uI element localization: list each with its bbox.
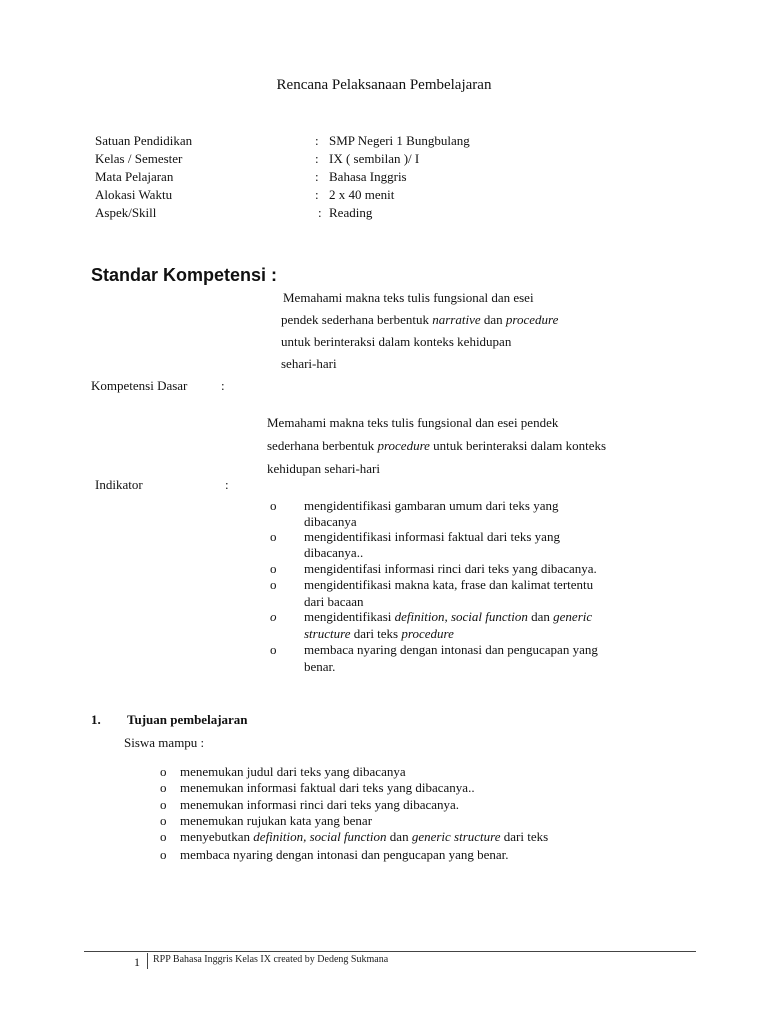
footer-text: RPP Bahasa Inggris Kelas IX created by Dedeng Sukmana <box>153 954 389 965</box>
indikator-label: Indikator <box>95 477 143 492</box>
standar-kompetensi-heading: Standar Kompetensi : <box>91 265 278 285</box>
field-colon: : <box>315 187 319 202</box>
field-value: Bahasa Inggris <box>329 169 407 184</box>
kd-colon: : <box>221 378 225 393</box>
list-item-cont: dibacanya.. <box>304 545 364 560</box>
page-number: 1 <box>134 955 140 969</box>
bullet-icon: o <box>160 847 167 862</box>
kd-text-line: Memahami makna teks tulis fungsional dan esei pendek <box>267 415 559 430</box>
field-colon: : <box>318 205 322 220</box>
list-item: menemukan informasi faktual dari teks yang dibacanya.. <box>180 780 475 795</box>
bullet-icon: o <box>270 529 277 544</box>
list-item: menyebutkan definition, social function dan generic structure dari teks <box>180 829 549 844</box>
kd-label: Kompetensi Dasar <box>91 378 188 393</box>
footer-separator <box>147 953 148 969</box>
field-value: 2 x 40 menit <box>329 187 395 202</box>
list-item: mengidentifasi informasi rinci dari teks yang dibacanya. <box>304 561 597 576</box>
bullet-icon: o <box>270 609 277 624</box>
field-colon: : <box>315 169 319 184</box>
field-label: Aspek/Skill <box>95 205 157 220</box>
document-title: Rencana Pelaksanaan Pembelajaran <box>276 77 492 93</box>
section-number: 1. <box>91 712 101 727</box>
field-value: IX ( sembilan )/ I <box>329 151 420 166</box>
list-item-cont: dari bacaan <box>304 594 364 609</box>
list-item: mengidentifikasi makna kata, frase dan kalimat tertentu <box>304 577 594 592</box>
list-item-cont: benar. <box>304 659 336 674</box>
list-item: mengidentifikasi gambaran umum dari teks yang <box>304 498 559 513</box>
sk-text-line: sehari-hari <box>281 356 337 371</box>
list-item: mengidentifikasi definition, social function dan generic <box>304 609 593 624</box>
bullet-icon: o <box>160 797 167 812</box>
field-colon: : <box>315 133 319 148</box>
bullet-icon: o <box>160 764 167 779</box>
list-item: membaca nyaring dengan intonasi dan pengucapan yang benar. <box>180 847 509 862</box>
list-item: menemukan informasi rinci dari teks yang dibacanya. <box>180 797 460 812</box>
bullet-icon: o <box>270 642 277 657</box>
field-label: Satuan Pendidikan <box>95 133 193 148</box>
bullet-icon: o <box>160 780 167 795</box>
field-colon: : <box>315 151 319 166</box>
tujuan-heading: Tujuan pembelajaran <box>127 712 248 727</box>
sk-text-line: untuk berinteraksi dalam konteks kehidupan <box>281 334 512 349</box>
field-value: Reading <box>329 205 373 220</box>
sk-text-line: pendek sederhana berbentuk narrative dan procedure <box>281 312 559 327</box>
list-item-cont: structure dari teks procedure <box>304 626 454 641</box>
kd-text-line: sederhana berbentuk procedure untuk berinteraksi dalam konteks <box>267 438 607 453</box>
kd-text-line: kehidupan sehari-hari <box>267 461 380 476</box>
sk-text-line: Memahami makna teks tulis fungsional dan esei <box>283 290 534 305</box>
bullet-icon: o <box>160 829 167 844</box>
field-label: Alokasi Waktu <box>95 187 173 202</box>
footer-divider <box>84 951 696 952</box>
bullet-icon: o <box>270 561 277 576</box>
tujuan-intro: Siswa mampu : <box>124 735 205 750</box>
list-item: membaca nyaring dengan intonasi dan pengucapan yang <box>304 642 598 657</box>
list-item-cont: dibacanya <box>304 514 357 529</box>
field-value: SMP Negeri 1 Bungbulang <box>329 133 470 148</box>
list-item: mengidentifikasi informasi faktual dari teks yang <box>304 529 560 544</box>
indikator-colon: : <box>225 477 229 492</box>
bullet-icon: o <box>270 498 277 513</box>
list-item: menemukan judul dari teks yang dibacanya <box>180 764 406 779</box>
list-item: menemukan rujukan kata yang benar <box>180 813 373 828</box>
bullet-icon: o <box>270 577 277 592</box>
bullet-icon: o <box>160 813 167 828</box>
field-label: Kelas / Semester <box>95 151 183 166</box>
field-label: Mata Pelajaran <box>95 169 174 184</box>
